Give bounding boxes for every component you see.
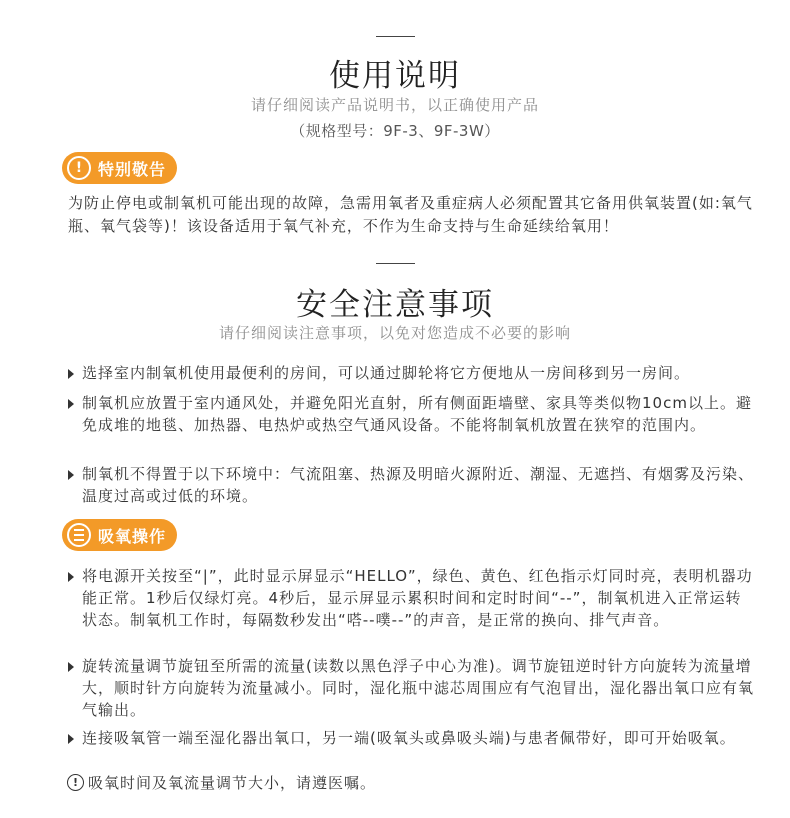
doctor-advice-note [67,772,376,793]
bullet-triangle-icon [68,572,74,582]
list-item [66,565,756,631]
list-item [66,392,756,436]
bullet-triangle-icon [68,399,74,409]
note-text: 吸氧时间及氧流量调节大小，请遵医嘱。 [88,774,377,792]
warning-badge [62,152,177,184]
warning-label: 特别敬告 [98,159,167,179]
list-item [66,362,756,384]
list-item-text: 制氧机应放置于室内通风处，并避免阳光直射，所有侧面距墙壁、家具等类似物10cm以上。避免成堆的地毯、加热器、电热炉或热空气通风设备。不能将制氧机放置在狭窄的范围内。 [82,394,752,434]
menu-lines-icon [67,523,91,547]
exclamation-circle-icon: ! [67,774,84,791]
list-item-text: 将电源开关按至“|”，此时显示屏显示“HELLO”，绿色、黄色、红色指示灯同时亮，表明机器功能正常。1秒后仅绿灯亮。4秒后，显示屏显示累积时间和定时时间“--”，制氧机进入正常运转状态。制氧机工作时，每隔数秒发出“嗒--噗--”的声音，是正常的换向、排气声音。 [82,567,753,629]
list-item [66,463,756,507]
warning-text: 为防止停电或制氧机可能出现的故障，急需用氧者及重症病人必须配置其它备用供氧装置(如:氧气瓶、氧气袋等)！该设备适用于氧气补充，不作为生命支持与生命延续给氧用！ [68,194,753,235]
list-item-text: 连接吸氧管一端至湿化器出氧口，另一端(吸氧头或鼻吸头端)与患者佩带好，即可开始吸氧。 [82,729,736,747]
operation-badge [62,519,177,551]
bullet-triangle-icon [68,734,74,744]
list-item-text: 制氧机不得置于以下环境中：气流阻塞、热源及明暗火源附近、潮湿、无遮挡、有烟雾及污染、温度过高或过低的环境。 [82,465,755,505]
operation-label: 吸氧操作 [98,526,167,546]
model-spec: （规格型号：9F-3、9F-3W） [290,122,500,140]
usage-subtitle: 请仔细阅读产品说明书，以正确使用产品 [250,96,539,114]
safety-subtitle: 请仔细阅读注意事项，以免对您造成不必要的影响 [218,324,571,342]
safety-divider [376,263,415,264]
usage-title: 使用说明 [329,58,461,94]
bullet-triangle-icon [68,470,74,480]
list-item [66,727,756,749]
usage-divider [376,36,415,37]
bullet-triangle-icon [68,369,74,379]
exclamation-circle-icon: ! [67,156,91,180]
bullet-triangle-icon [68,662,74,672]
list-item-text: 选择室内制氧机使用最便利的房间，可以通过脚轮将它方便地从一房间移到另一房间。 [82,364,691,382]
list-item [66,655,756,721]
safety-title: 安全注意事项 [296,287,494,323]
list-item-text: 旋转流量调节旋钮至所需的流量(读数以黑色浮子中心为准)。调节旋钮逆时针方向旋转为流量增大，顺时针方向旋转为流量减小。同时，湿化瓶中滤芯周围应有气泡冒出，湿化器出氧口应有氧气输出。 [82,657,755,719]
